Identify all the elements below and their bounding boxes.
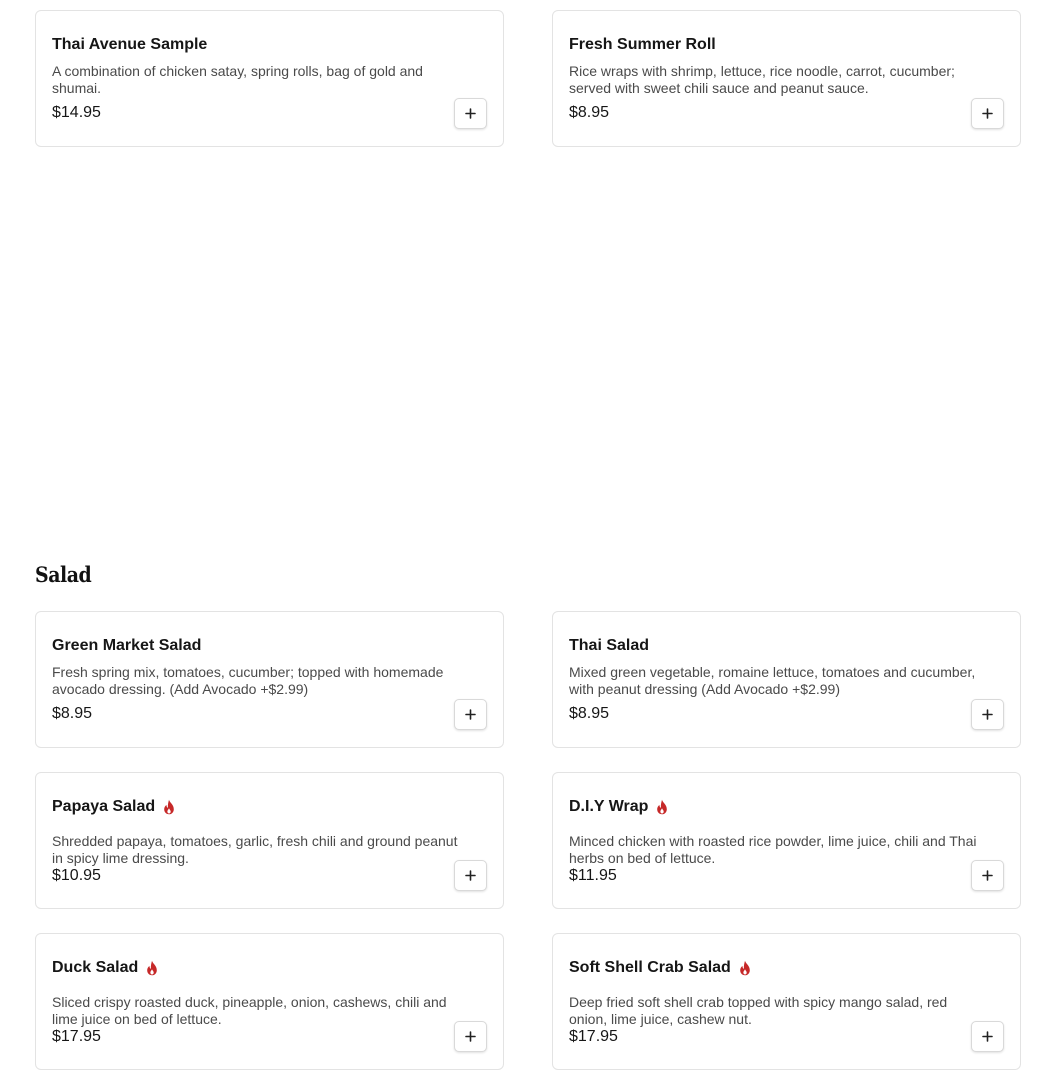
menu-item-price: $17.95 bbox=[52, 1028, 101, 1045]
menu-item-name: D.I.Y Wrap bbox=[569, 798, 649, 815]
menu-item-title-row bbox=[52, 637, 201, 655]
menu-item-card[interactable] bbox=[552, 772, 1021, 909]
menu-item-card[interactable] bbox=[35, 772, 504, 909]
add-to-cart-button[interactable] bbox=[971, 1021, 1004, 1052]
add-to-cart-button[interactable] bbox=[971, 699, 1004, 730]
menu-item-price: $17.95 bbox=[569, 1028, 618, 1045]
menu-item-name: Duck Salad bbox=[52, 959, 139, 976]
menu-item-name: Papaya Salad bbox=[52, 798, 156, 815]
menu-item-card[interactable] bbox=[35, 933, 504, 1070]
menu-item-price: $11.95 bbox=[569, 867, 617, 884]
flame-icon bbox=[162, 799, 176, 815]
plus-icon bbox=[982, 1031, 993, 1042]
flame-icon bbox=[738, 960, 752, 976]
menu-item-name: Fresh Summer Roll bbox=[569, 36, 716, 53]
menu-item-price: $8.95 bbox=[52, 705, 93, 722]
add-to-cart-button[interactable] bbox=[454, 98, 487, 129]
add-to-cart-button[interactable] bbox=[454, 1021, 487, 1052]
menu-item-title-row bbox=[569, 959, 752, 977]
menu-item-title-row bbox=[52, 798, 176, 816]
plus-icon bbox=[465, 1031, 476, 1042]
menu-item-card[interactable] bbox=[552, 933, 1021, 1070]
menu-item-title-row bbox=[569, 798, 669, 816]
menu-item-title-row bbox=[52, 36, 207, 54]
section-title-salad: Salad bbox=[35, 562, 92, 587]
menu-item-description: Shredded papaya, tomatoes, garlic, fresh chili and ground peanut in spicy lime dressing. bbox=[52, 833, 458, 866]
add-to-cart-button[interactable] bbox=[971, 860, 1004, 891]
plus-icon bbox=[465, 870, 476, 881]
add-to-cart-button[interactable] bbox=[454, 860, 487, 891]
menu-item-description: Deep fried soft shell crab topped with spicy mango salad, red onion, lime juice, cashew nut. bbox=[569, 994, 948, 1027]
menu-item-name: Thai Avenue Sample bbox=[52, 36, 208, 53]
menu-item-title-row bbox=[569, 36, 716, 54]
menu-item-title-row bbox=[52, 959, 159, 977]
add-to-cart-button[interactable] bbox=[454, 699, 487, 730]
add-to-cart-button[interactable] bbox=[971, 98, 1004, 129]
menu-item-card[interactable] bbox=[35, 10, 504, 147]
menu-item-description: Rice wraps with shrimp, lettuce, rice noodle, carrot, cucumber; served with sweet chili sauce and peanut sauce. bbox=[569, 63, 955, 96]
menu-item-description: Fresh spring mix, tomatoes, cucumber; topped with homemade avocado dressing. (Add Avocado +$2.99) bbox=[52, 664, 444, 697]
menu-item-price: $14.95 bbox=[52, 104, 101, 121]
menu-item-title-row bbox=[569, 637, 649, 655]
menu-item-price: $8.95 bbox=[569, 104, 610, 121]
flame-icon bbox=[145, 960, 159, 976]
menu-item-description: Mixed green vegetable, romaine lettuce, tomatoes and cucumber, with peanut dressing (Add Avocado +$2.99) bbox=[569, 664, 976, 697]
flame-icon bbox=[655, 799, 669, 815]
menu-item-name: Green Market Salad bbox=[52, 637, 202, 654]
menu-item-card[interactable] bbox=[552, 10, 1021, 147]
menu-item-name: Thai Salad bbox=[569, 637, 650, 654]
menu-item-description: Sliced crispy roasted duck, pineapple, onion, cashews, chili and lime juice on bed of lettuce. bbox=[52, 994, 447, 1027]
menu-item-description: A combination of chicken satay, spring rolls, bag of gold and shumai. bbox=[52, 63, 423, 96]
plus-icon bbox=[465, 108, 476, 119]
menu-item-name: Soft Shell Crab Salad bbox=[569, 959, 731, 976]
plus-icon bbox=[982, 870, 993, 881]
menu-item-card[interactable] bbox=[552, 611, 1021, 748]
plus-icon bbox=[982, 709, 993, 720]
menu-item-price: $10.95 bbox=[52, 867, 101, 884]
plus-icon bbox=[465, 709, 476, 720]
menu-item-price: $8.95 bbox=[569, 705, 610, 722]
plus-icon bbox=[982, 108, 993, 119]
menu-item-card[interactable] bbox=[35, 611, 504, 748]
menu-item-description: Minced chicken with roasted rice powder, lime juice, chili and Thai herbs on bed of lettuce. bbox=[569, 833, 977, 866]
